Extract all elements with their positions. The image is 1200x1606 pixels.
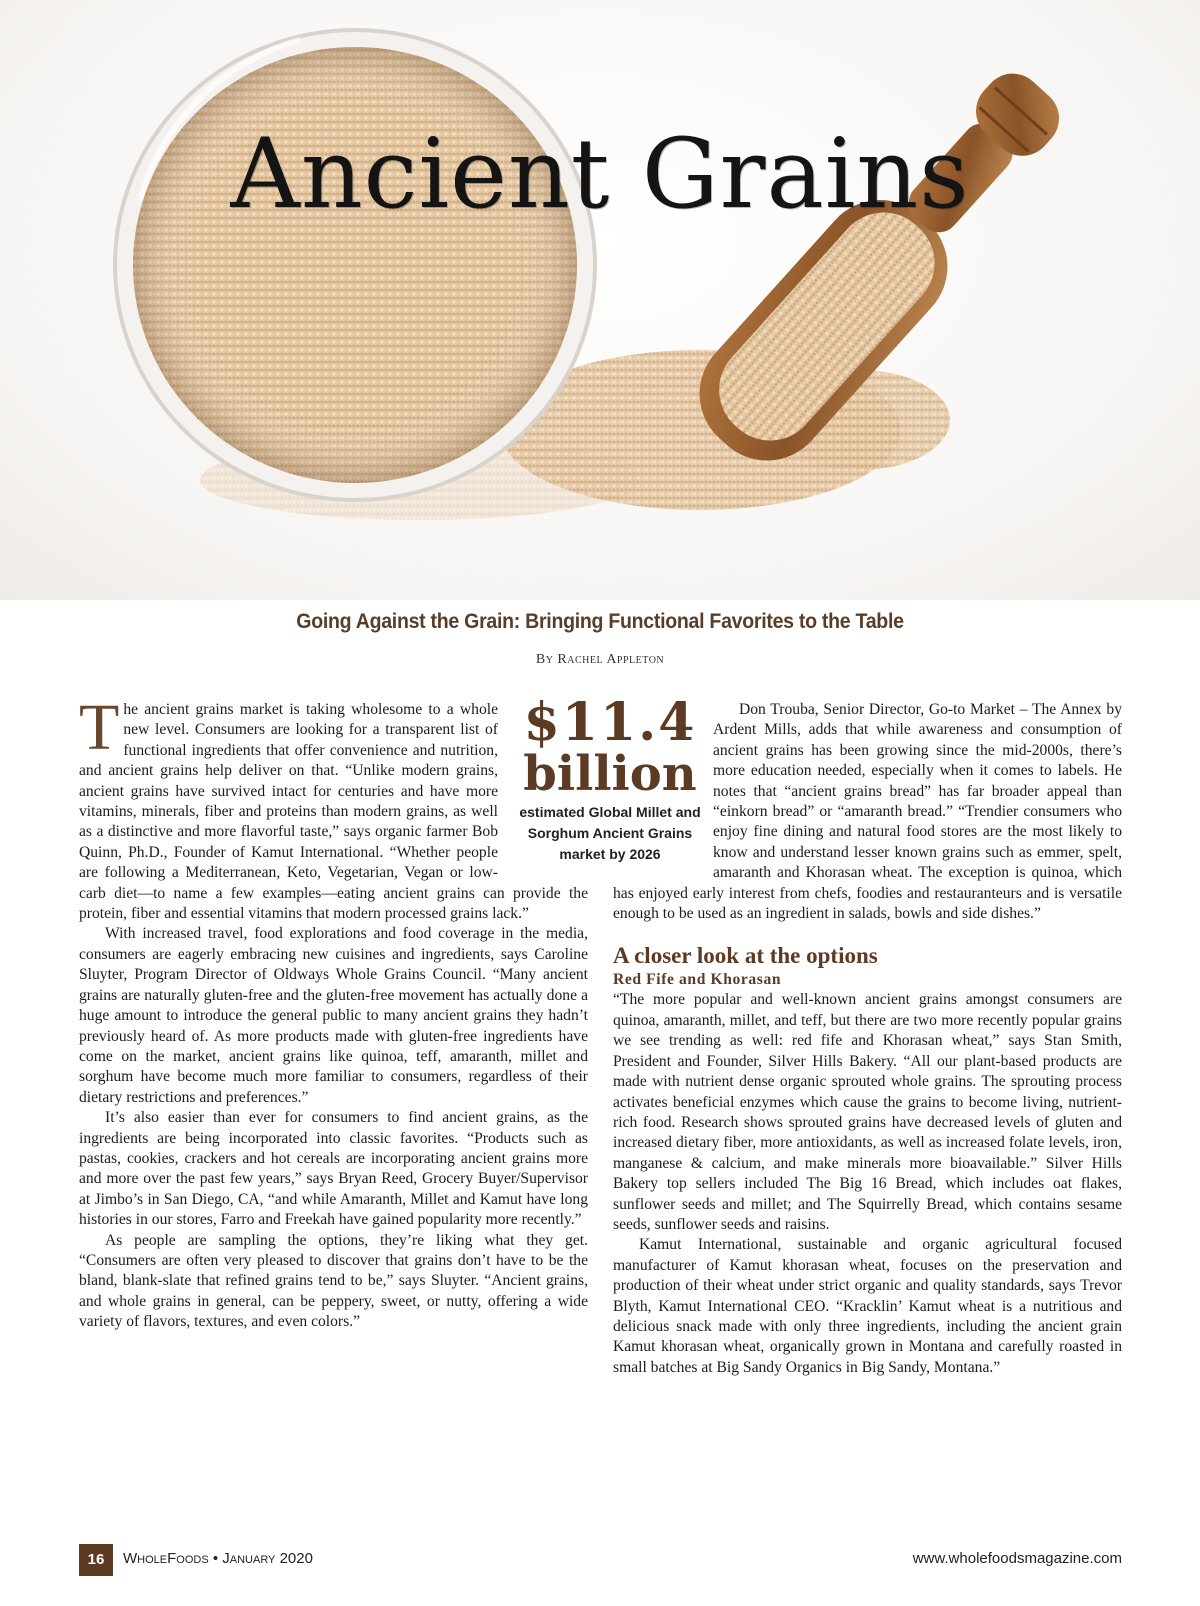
article-subtitle: Going Against the Grain: Bringing Functional Favorites to the Table xyxy=(296,610,904,633)
drop-cap: T xyxy=(79,691,120,764)
grain-bowl-and-scoop-photo xyxy=(0,0,1200,600)
paragraph: “The more popular and well-known ancient grains amongst consumers are quinoa, amaranth, millet, and teff, but there are two more recently popular grains we see trending as well: red fife and Khorasan wheat,” says Stan Smith, President and Founder, Silver Hills Bakery. “All our plant-based products are made with nutrient dense organic sprouted whole grains. The sprouting process activates beneficial enzymes which cause the grains to become living, nutrient-rich food. Research shows sprouted grains have decreased levels of gluten and increased dietary fiber, more antioxidants, as well as increased folate levels, iron, manganese & calcium, and make minerals more bioavailable.” Silver Hills Bakery top sellers included The Big 16 Bread, which includes oat flakes, sunflower seeds and millet; and The Squirrelly Bread, which contains sesame seeds, sunflower seeds and raisins. xyxy=(613,991,1122,1233)
callout-number: $11.4 xyxy=(523,692,697,753)
paragraph-text: he ancient grains market is taking wholesome to a whole new level. Consumers are looking for a transparent list of functional ingredients that offer convenience and nutrition, and ancient grains help deliver on that. “Unlike modern grains, ancient grains have survived intact for centuries and have more vitamins, minerals, fiber and proteins than modern grains, as well as a distinctive and more flavorful taste,” says organic farmer Bob Quinn, Ph.D., Founder of Kamut International. “Whether people are following a Mediterranean, Keto, Vegetarian, Vegan or low-carb diet—to name a few examples—eating ancient grains can provide the protein, fiber and essential vitamins that modern processed grains lack.” xyxy=(79,701,588,923)
paragraph: Don Trouba, Senior Director, Go-to Market – The Annex by Ardent Mills, adds that while awareness and consumption of ancient grains has been growing since the mid-2000s, there’s more education needed, especially when it comes to labels. He notes that “ancient grains bread” has far broader appeal than “einkorn bread” or “amaranth bread.” “Trendier consumers who enjoy fine dining and natural food stores are the most likely to know and understand lesser known grains such as emmer, spelt, amaranth and Khorasan wheat. The exception is quinoa, which has enjoyed early interest from chefs, foodies and restauranteurs and is versatile enough to be used as an ingredient in salads, bowls and side dishes.” xyxy=(613,701,1122,923)
byline: By Rachel Appleton xyxy=(535,652,665,667)
paragraph: With increased travel, food explorations and food coverage in the media, consumers are eagerly embracing new cuisines and ingredients, says Caroline Sluyter, Program Director of Oldways Whole Grains Council. “Many ancient grains are naturally gluten-free and the gluten-free movement has actually done a huge amount to introduce the general public to many ancient grains they hadn’t previously heard of. As more products made with gluten-free ingredients have come on the market, ancient grains like quinoa, teff, amaranth, millet and sorghum have become much more familiar to consumers, regardless of their dietary restrictions and preferences.” xyxy=(79,925,588,1106)
section-heading: A closer look at the options xyxy=(613,943,878,969)
paragraph: Kamut International, sustainable and organic agricultural focused manufacturer of Kamut khorasan wheat, focuses on the preservation and production of their wheat under strict organic and quality standards, says Trevor Blyth, Kamut International CEO. “Kracklin’ Kamut wheat is a nutritious and delicious snack made with only three ingredients, including the ancient grain Kamut khorasan wheat, organically grown in Montana and carefully roasted in small batches at Big Sandy Organics in Big Sandy, Montana.” xyxy=(613,1236,1122,1376)
page-footer xyxy=(79,1544,1122,1578)
page-number: 16 xyxy=(79,1544,113,1576)
subsection-heading: Red Fife and Khorasan xyxy=(613,971,782,989)
publication-issue: WholeFoods • January 2020 xyxy=(123,1550,313,1567)
right-column xyxy=(613,700,1122,1378)
callout-unit: billion xyxy=(523,746,697,802)
paragraph: It’s also easier than ever for consumers to find ancient grains, as the ingredients are being incorporated into classic favorites. “Products such as pastas, cookies, crackers and hot cereals are incorporating ancient grains more and more over the past few years,” says Bryan Reed, Grocery Buyer/Supervisor at Jimbo’s in San Diego, CA, “and while Amaranth, Millet and Kamut have long histories in our stores, Farro and Freekah have gained popularity more recently.” xyxy=(79,1109,588,1229)
hero-photo xyxy=(0,0,1200,600)
paragraph: As people are sampling the options, they’re liking what they get. “Consumers are often very pleased to discover that grains don’t have to be the bland, blank-slate that refined grains tend to be,” says Sluyter. “Ancient grains, and whole grains in general, can be peppery, sweet, or nutty, offering a wide variety of flavors, textures, and even colors.” xyxy=(79,1231,588,1331)
website-link[interactable]: www.wholefoodsmagazine.com xyxy=(912,1550,1122,1567)
page-title: Ancient Grains xyxy=(230,118,970,230)
callout-spacer xyxy=(613,700,713,878)
callout-text: estimated Global Millet and Sorghum Ancient Grains market by 2026 xyxy=(519,804,701,862)
